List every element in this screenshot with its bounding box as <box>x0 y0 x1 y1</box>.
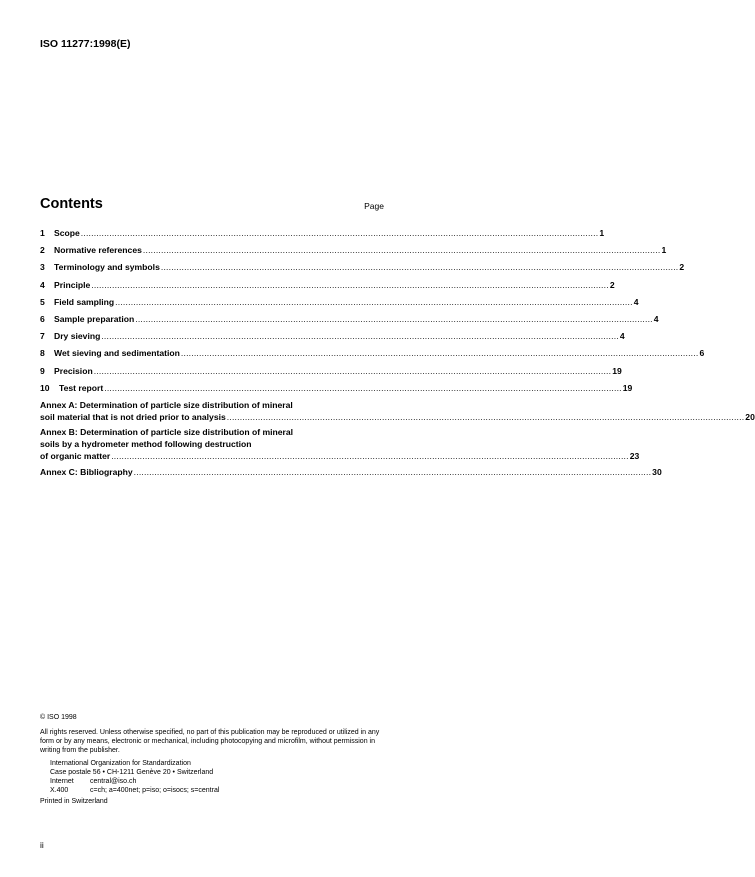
toc-entry-label: Annex C: Bibliography <box>40 466 133 477</box>
toc-entry-label: of organic matter <box>40 451 111 462</box>
toc-entry-label: Principle <box>54 279 91 290</box>
x400-value: c=ch; a=400net; p=iso; o=isocs; s=central <box>90 787 220 794</box>
toc-entry <box>40 279 615 292</box>
publisher-address: Case postale 56 • CH-1211 Genève 20 • Switzerland <box>50 769 214 776</box>
toc-entry-page: 30 <box>652 466 662 477</box>
toc-entry-label: soils by a hydrometer method following destruction <box>40 439 252 450</box>
dot-leader: ........................................................................................................................................................................................................ <box>93 365 612 376</box>
toc-line <box>40 348 705 360</box>
toc-entry-number: 4 <box>40 279 45 290</box>
toc-line <box>40 228 605 240</box>
toc-line <box>40 411 755 424</box>
toc-entry <box>40 313 659 326</box>
toc-entry-number: 8 <box>40 348 45 359</box>
toc-entry-title <box>40 297 114 309</box>
page-column-label: Page <box>364 201 384 211</box>
toc-entry-label: Sample preparation <box>54 313 135 324</box>
toc-entry <box>40 245 667 257</box>
x400-label: X.400 <box>50 787 69 794</box>
toc-entry-page: 23 <box>629 451 640 462</box>
dot-leader: ........................................................................................................................................................................................................ <box>101 331 619 342</box>
toc-entry-title <box>40 451 110 463</box>
toc-line <box>40 466 662 479</box>
dot-leader: ........................................................................................................................................................................................................ <box>226 411 745 422</box>
toc-entry-label: Terminology and symbols <box>54 262 160 273</box>
toc-entry-page: 4 <box>619 331 625 342</box>
publisher-block <box>40 759 390 795</box>
dot-leader: ........................................................................................................................................................................................................ <box>104 382 622 393</box>
toc-entry-page: 4 <box>633 296 639 307</box>
toc-entry-page: 1 <box>661 245 667 256</box>
toc-entry-title <box>40 366 93 378</box>
toc-entry-title <box>40 245 142 257</box>
toc-entry-number: 6 <box>40 313 45 324</box>
printed-in: Printed in Switzerland <box>40 798 108 805</box>
x400-contact <box>50 786 390 795</box>
toc-entry-label: Scope <box>54 228 80 238</box>
toc-entry-page: 2 <box>679 262 685 273</box>
toc-entry-title <box>40 331 100 343</box>
toc-entry-number: 10 <box>40 382 50 393</box>
toc-line <box>40 245 667 257</box>
toc-line <box>40 262 685 274</box>
toc-entry <box>40 399 755 424</box>
toc-line <box>40 451 640 463</box>
toc-entry <box>40 228 605 240</box>
dot-leader: ........................................................................................................................................................................................................ <box>142 245 661 256</box>
dot-leader: ........................................................................................................................................................................................................ <box>111 451 629 462</box>
toc-entry <box>40 348 705 360</box>
toc-entry <box>40 262 685 274</box>
toc-entry-number: 1 <box>40 228 45 238</box>
page-number: ii <box>40 840 44 850</box>
toc-entry-title <box>40 262 160 274</box>
toc-entry-number: 7 <box>40 331 45 342</box>
rights-statement: All rights reserved. Unless otherwise specified, no part of this publication may be reproduced or utilized in any form or by any means, electronic or mechanical, including photocopying and microfilm, without permission in writing from the publisher. <box>40 729 380 754</box>
toc-entry-page: 4 <box>653 313 659 324</box>
toc-entry-number: 3 <box>40 262 45 273</box>
toc-entry <box>40 296 639 309</box>
toc-entry-page: 2 <box>609 279 615 290</box>
toc-entry-title <box>40 314 134 326</box>
toc-line <box>40 279 615 292</box>
publisher-name: International Organization for Standardization <box>50 760 191 767</box>
dot-leader: ........................................................................................................................................................................................................ <box>115 296 633 307</box>
toc-entry-number: 2 <box>40 245 45 256</box>
copyright-notice: © ISO 1998 <box>40 714 77 721</box>
dot-leader: ........................................................................................................................................................................................................ <box>91 279 609 290</box>
toc-entry-label: Normative references <box>54 245 142 256</box>
dot-leader: ........................................................................................................................................................................................................ <box>80 228 599 238</box>
toc-entry-page: 20 <box>745 411 755 422</box>
toc-entry-title <box>40 467 133 479</box>
toc-entry-number: 9 <box>40 365 45 376</box>
toc-entry-page: 1 <box>599 228 605 238</box>
contents-title: Contents <box>40 196 103 212</box>
table-of-contents <box>40 228 755 484</box>
internet-label: Internet <box>50 778 74 785</box>
toc-entry <box>40 365 622 378</box>
toc-line <box>40 331 625 343</box>
toc-line <box>40 296 639 309</box>
toc-entry-page: 6 <box>699 348 705 359</box>
toc-entry-title <box>40 348 180 360</box>
toc-entry-label: Precision <box>54 365 93 376</box>
toc-entry-label: Annex A: Determination of particle size distribution of mineral <box>40 399 293 410</box>
toc-entry-label: Wet sieving and sedimentation <box>54 348 180 359</box>
internet-value: central@iso.ch <box>90 778 137 785</box>
internet-contact <box>50 777 390 786</box>
toc-entry-label: Annex B: Determination of particle size distribution of mineral <box>40 427 294 438</box>
toc-entry-page: 19 <box>612 365 622 376</box>
toc-line <box>40 382 633 395</box>
toc-entry-number: 5 <box>40 296 45 307</box>
toc-entry <box>40 466 662 479</box>
toc-line <box>40 365 622 378</box>
document-identifier: ISO 11277:1998(E) <box>40 38 131 50</box>
dot-leader: ........................................................................................................................................................................................................ <box>133 466 652 477</box>
contents-header <box>40 196 384 216</box>
toc-entry-page: 19 <box>622 382 633 393</box>
toc-entry-title <box>40 280 90 292</box>
copyright-footer <box>40 713 390 806</box>
toc-entry-label: Dry sieving <box>54 331 101 342</box>
toc-entry <box>40 331 625 343</box>
toc-line <box>40 313 659 326</box>
dot-leader: ........................................................................................................................................................................................................ <box>135 313 653 324</box>
toc-entry <box>40 382 633 395</box>
toc-entry <box>40 427 640 462</box>
toc-entry-label: Test report <box>59 382 104 393</box>
toc-entry-title <box>40 228 80 240</box>
toc-entry-label: Field sampling <box>54 296 115 307</box>
toc-entry-title <box>40 412 226 424</box>
toc-entry-title <box>40 383 103 395</box>
toc-entry-label: soil material that is not dried prior to analysis <box>40 411 226 422</box>
dot-leader: ........................................................................................................................................................................................................ <box>160 262 679 273</box>
dot-leader: ........................................................................................................................................................................................................ <box>180 348 699 359</box>
